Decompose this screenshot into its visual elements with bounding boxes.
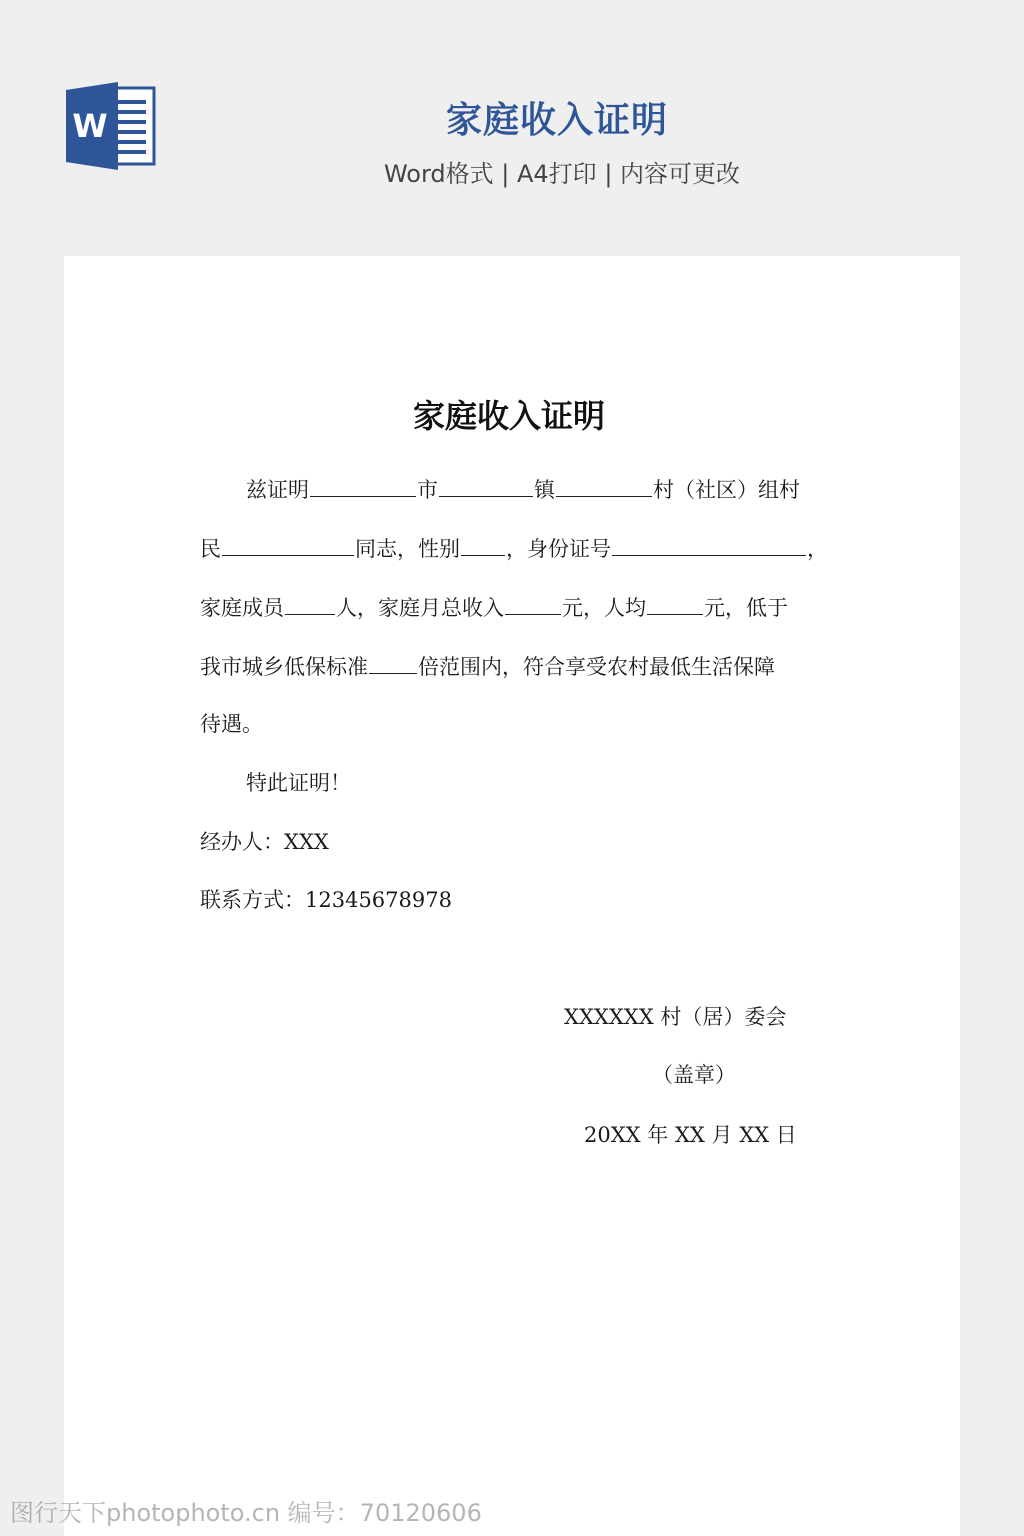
watermark-text: 图行天下photophoto.cn 编号：70120606 bbox=[10, 1499, 482, 1527]
header-subtitle: Word格式 | A4打印 | 内容可更改 bbox=[383, 160, 741, 188]
paragraph-line-5: 待遇。 bbox=[200, 712, 263, 736]
document-title: 家庭收入证明 bbox=[412, 397, 605, 435]
seal-note: （盖章） bbox=[652, 1063, 736, 1087]
paragraph-line-4: 我市城乡低保标准 倍范围内，符合享受农村最低生活保障 bbox=[200, 651, 840, 682]
document-date: 20XX 年 XX 月 XX 日 bbox=[584, 1123, 797, 1147]
contact-line: 联系方式：12345678978 bbox=[200, 888, 452, 912]
header-title: 家庭收入证明 bbox=[445, 100, 668, 141]
word-icon-letter: W bbox=[72, 107, 108, 145]
handler-line: 经办人：XXX bbox=[200, 830, 329, 854]
committee-name: XXXXXX 村（居）委会 bbox=[564, 1005, 787, 1029]
paragraph-line-2: 民 同志，性别 ，身份证号 ， bbox=[200, 533, 840, 564]
document-page bbox=[64, 256, 960, 1536]
paragraph-line-1: 兹证明 市 镇 村（社区）组村 bbox=[200, 474, 840, 505]
paragraph-line-3: 家庭成员 人，家庭月总收入 元，人均 元，低于 bbox=[200, 592, 840, 623]
closing-statement: 特此证明！ bbox=[246, 771, 351, 795]
